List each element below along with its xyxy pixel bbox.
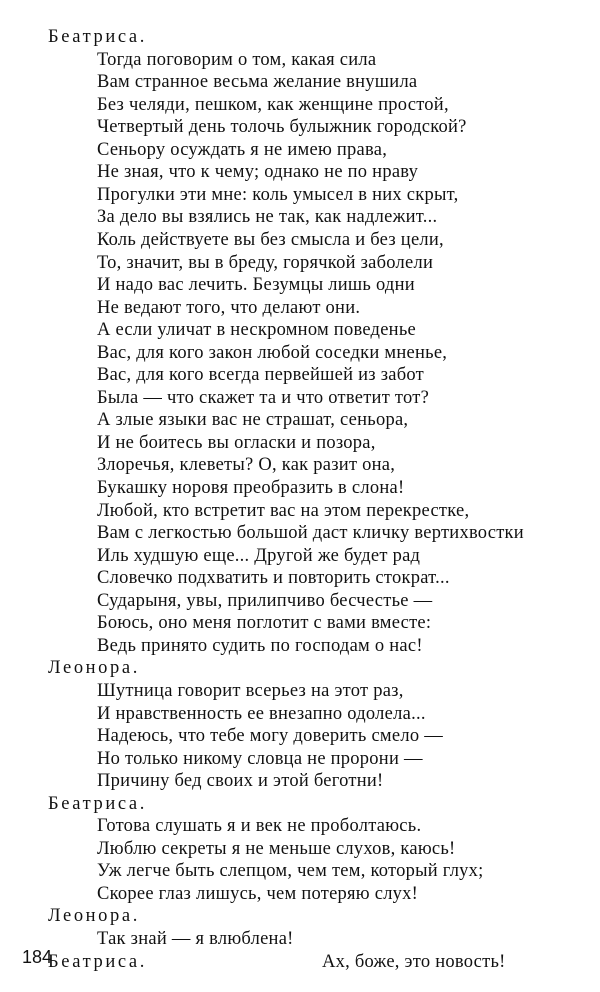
verse-line: А если уличат в нескромном поведенье	[97, 320, 416, 341]
verse-line: Скорее глаз лишусь, чем потеряю слух!	[97, 883, 419, 904]
verse-line: Не зная, что к чему; однако не по нраву	[97, 162, 419, 183]
verse-line: Шутница говорит всерьез на этот раз,	[97, 680, 404, 701]
verse-line: Словечко подхватить и повторить стократ...	[97, 568, 450, 589]
verse-line: И нравственность ее внезапно одолела...	[97, 703, 426, 724]
page-number: 184	[22, 947, 53, 967]
verse-line: Вам с легкостью большой даст кличку вертихвостки	[97, 523, 524, 544]
verse-line: Вам странное весьма желание внушила	[97, 72, 418, 93]
verse-line: Букашку норовя преобразить в слона!	[97, 478, 405, 498]
verse-line: Сеньору осуждать я не имею права,	[97, 139, 388, 160]
verse-line: Коль действуете вы без смысла и без цели,	[97, 229, 444, 250]
verse-line: Ах, боже, это новость!	[322, 951, 506, 972]
speaker-name: Леонора.	[48, 658, 140, 679]
verse-line: Ведь принято судить по господам о нас!	[97, 635, 423, 656]
verse-line: Готова слушать я и век не проболтаюсь.	[97, 816, 422, 837]
verse-line: Причину бед своих и этой беготни!	[97, 771, 384, 792]
verse-line: Любой, кто встретит вас на этом перекрестке,	[97, 500, 470, 521]
verse-line: Сударыня, увы, прилипчиво бесчестье —	[97, 590, 433, 611]
verse-line: Тогда поговорим о том, какая сила	[97, 49, 377, 70]
verse-line: Прогулки эти мне: коль умысел в них скрыт,	[97, 184, 459, 205]
verse-line: Люблю секреты я не меньше слухов, каюсь!	[97, 838, 456, 859]
verse-line: И надо вас лечить. Безумцы лишь одни	[97, 275, 415, 296]
verse-line: Боюсь, оно меня поглотит с вами вместе:	[97, 613, 432, 634]
speaker-name: Беатриса.	[48, 793, 147, 814]
verse-line: Но только никому словца не пророни —	[97, 748, 423, 769]
verse-line: Вас, для кого закон любой соседки мненье,	[97, 342, 448, 363]
verse-line: Злоречья, клеветы? О, как разит она,	[97, 455, 396, 476]
verse-line: Без челяди, пешком, как женщине простой,	[97, 94, 449, 115]
verse-line: Не ведают того, что делают они.	[97, 297, 361, 318]
verse-line: А злые языки вас не страшат, сеньора,	[97, 410, 409, 431]
verse-line: Четвертый день толочь булыжник городской?	[97, 117, 467, 138]
verse-line: Иль худшую еще... Другой же будет рад	[97, 545, 421, 566]
speaker-name: Леонора.	[48, 906, 140, 927]
verse-line: Так знай — я влюблена!	[97, 929, 294, 949]
verse-line: Надеюсь, что тебе могу доверить смело —	[97, 726, 443, 747]
verse-line: Вас, для кого всегда первейшей из забот	[97, 365, 424, 386]
speaker-name: Беатриса.	[48, 951, 147, 972]
verse-line: То, значит, вы в бреду, горячкой заболели	[97, 252, 434, 273]
verse-line: За дело вы взялись не так, как надлежит...	[97, 207, 438, 228]
verse-line: И не боитесь вы огласки и позора,	[97, 432, 376, 453]
verse-line: Уж легче быть слепцом, чем тем, который глух;	[97, 861, 484, 882]
verse-line: Была — что скажет та и что ответит тот?	[97, 387, 430, 408]
speaker-name: Беатриса.	[48, 27, 147, 47]
